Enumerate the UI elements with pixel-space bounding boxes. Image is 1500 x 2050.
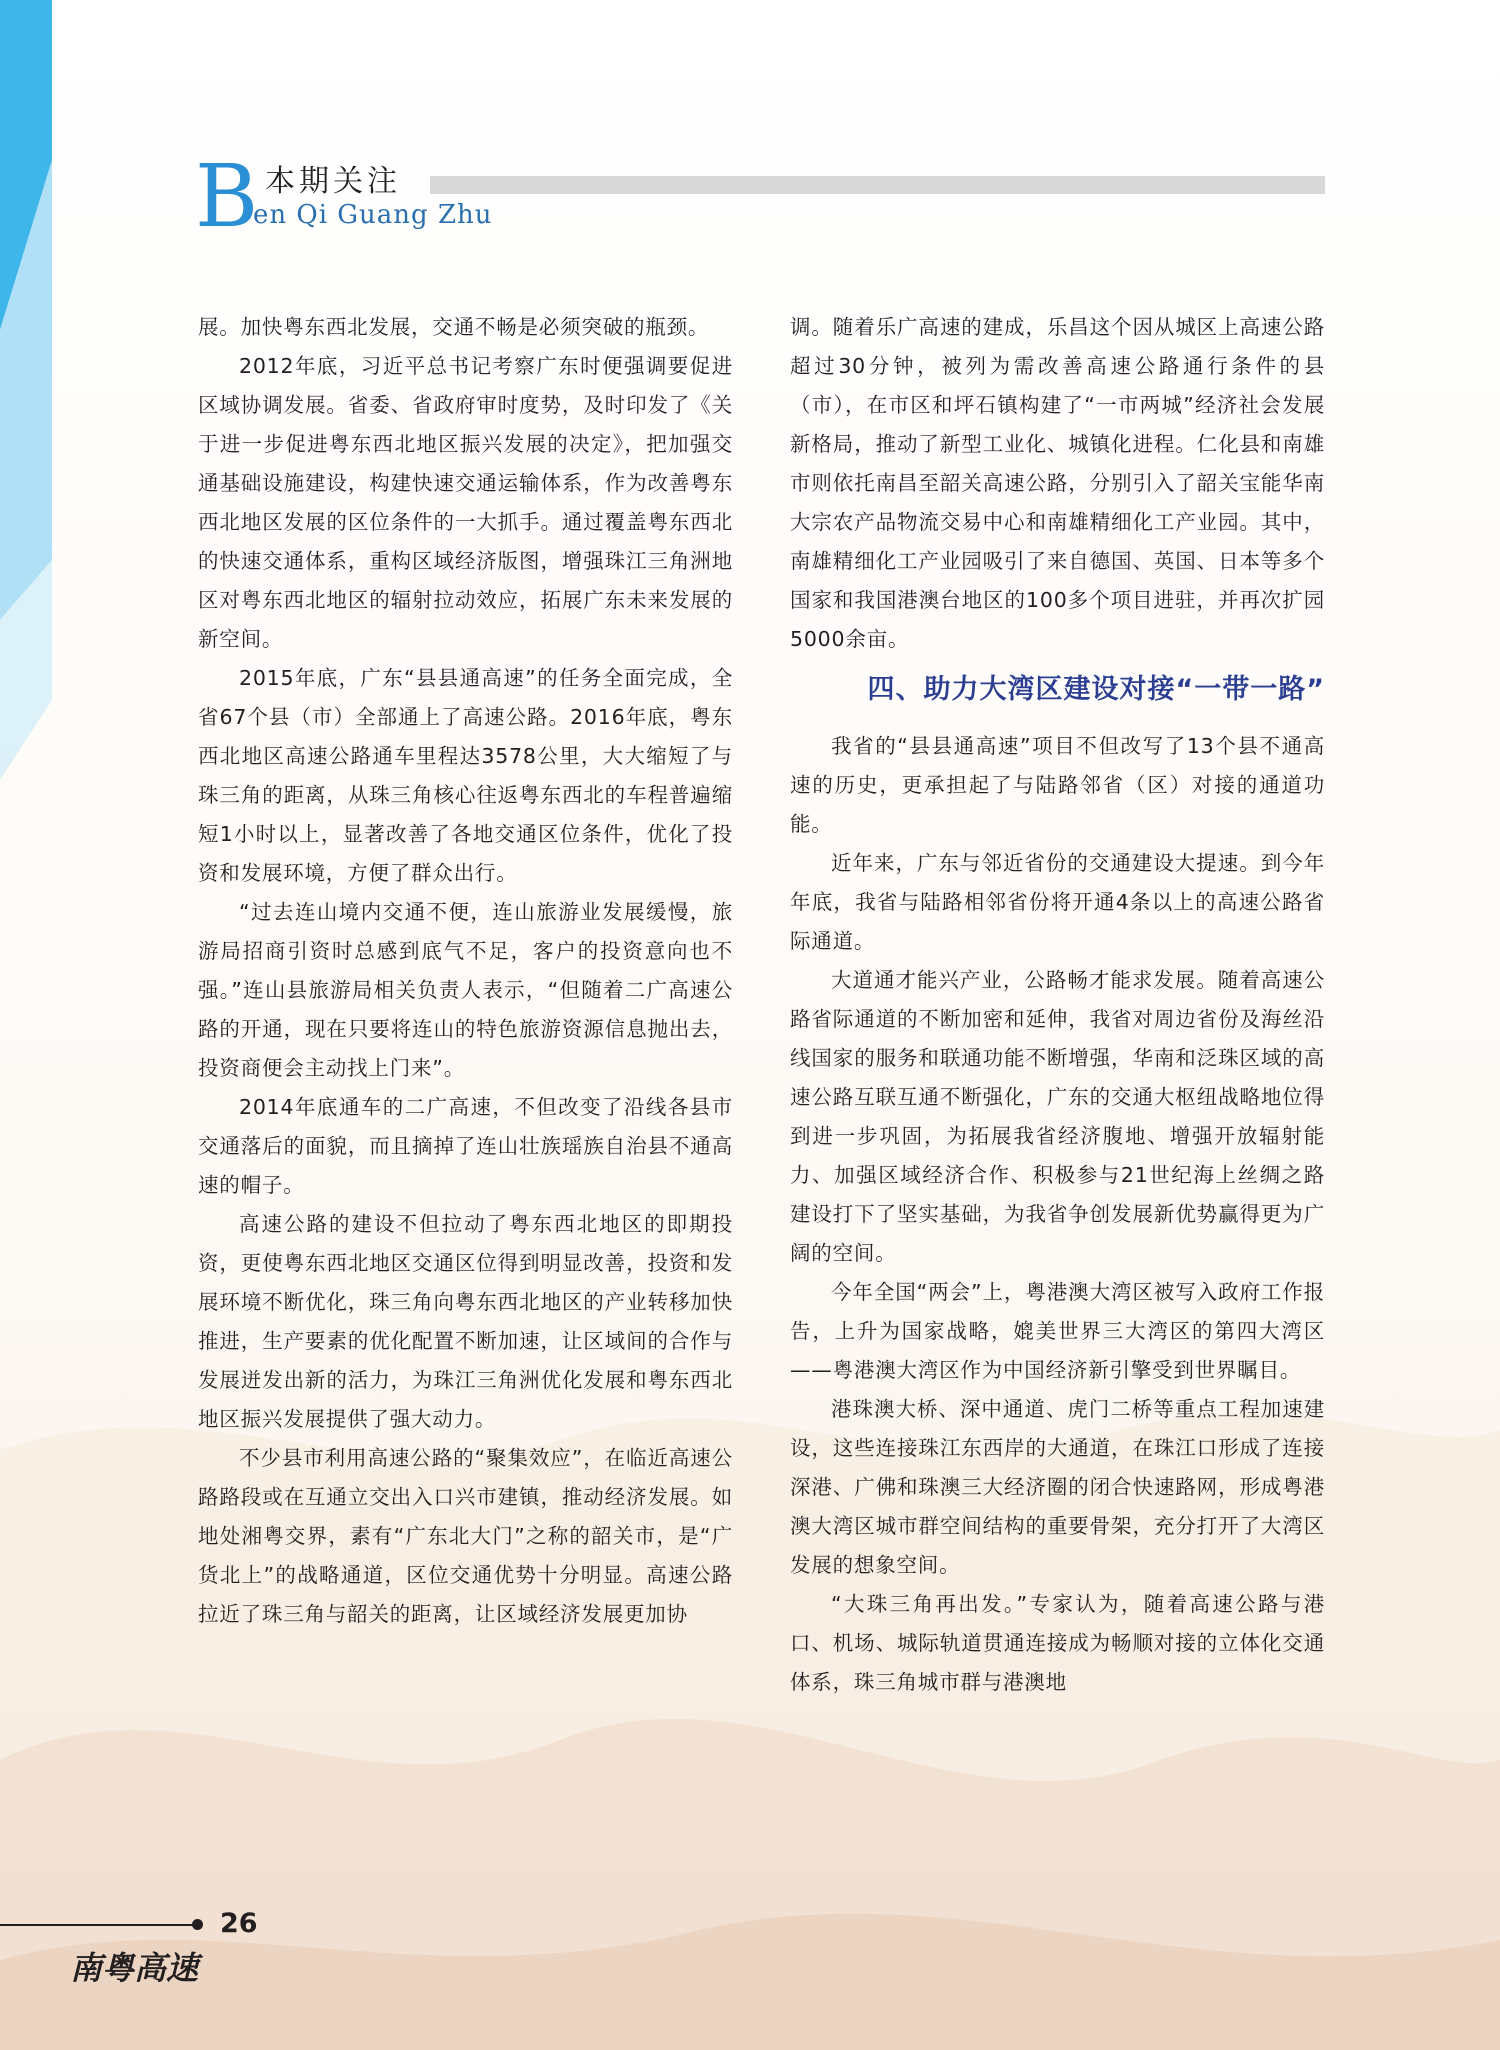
footer-rule — [0, 1924, 195, 1926]
footer-dot — [192, 1919, 203, 1930]
paragraph: 高速公路的建设不但拉动了粤东西北地区的即期投资，更使粤东西北地区交通区位得到明显改善，投资和发展环境不断优化，珠三角向粤东西北地区的产业转移加快推进，生产要素的优化配置不断加速，让区域间的合作与发展迸发出新的活力，为珠江三角洲优化发展和粤东西北地区振兴发展提供了强大动力。 — [198, 1212, 733, 1431]
paragraph: 我省的“县县通高速”项目不但改写了13个县不通高速的历史，更承担起了与陆路邻省（区）对接的通道功能。 — [790, 734, 1325, 836]
header-initial-letter: B — [195, 147, 259, 247]
paragraph: 展。加快粤东西北发展，交通不畅是必须突破的瓶颈。 — [198, 315, 710, 339]
page-number: 26 — [220, 1908, 258, 1939]
paragraph: “大珠三角再出发。”专家认为，随着高速公路与港口、机场、城际轨道贯通连接成为畅顺对接的立体化交通体系，珠三角城市群与港澳地 — [790, 1592, 1325, 1694]
header-title-chinese: 本期关注 — [265, 164, 401, 199]
paragraph: 2014年底通车的二广高速，不但改变了沿线各县市交通落后的面貌，而且摘掉了连山壮族瑶族自治县不通高速的帽子。 — [198, 1095, 733, 1197]
paragraph: 2012年底，习近平总书记考察广东时便强调要促进区域协调发展。省委、省政府审时度势，及时印发了《关于进一步促进粤东西北地区振兴发展的决定》，把加强交通基础设施建设，构建快速交通运输体系，作为改善粤东西北地区发展的区位条件的一大抓手。通过覆盖粤东西北的快速交通体系，重构区域经济版图，增强珠江三角洲地区对粤东西北地区的辐射拉动效应，拓展广东未来发展的新空间。 — [198, 354, 733, 651]
paragraph: 今年全国“两会”上，粤港澳大湾区被写入政府工作报告，上升为国家战略，媲美世界三大湾区的第四大湾区——粤港澳大湾区作为中国经济新引擎受到世界瞩目。 — [790, 1280, 1325, 1382]
left-edge-decoration — [0, 0, 60, 800]
magazine-logo: 南粤高速 — [70, 1949, 199, 1987]
paragraph: 2015年底，广东“县县通高速”的任务全面完成，全省67个县（市）全部通上了高速公路。2016年底，粤东西北地区高速公路通车里程达3578公里，大大缩短了与珠三角的距离，从珠三角核心往返粤东西北的车程普遍缩短1小时以上，显著改善了各地交通区位条件，优化了投资和发展环境，方便了群众出行。 — [198, 666, 733, 885]
paragraph: 调。随着乐广高速的建成，乐昌这个因从城区上高速公路超过30分钟，被列为需改善高速公路通行条件的县（市），在市区和坪石镇构建了“一市两城”经济社会发展新格局，推动了新型工业化、城镇化进程。仁化县和南雄市则依托南昌至韶关高速公路，分别引入了韶关宝能华南大宗农产品物流交易中心和南雄精细化工产业园。其中，南雄精细化工产业园吸引了来自德国、英国、日本等多个国家和我国港澳台地区的100多个项目进驻，并再次扩园5000余亩。 — [790, 315, 1325, 651]
paragraph: 大道通才能兴产业，公路畅才能求发展。随着高速公路省际通道的不断加密和延伸，我省对周边省份及海丝沿线国家的服务和联通功能不断增强，华南和泛珠区域的高速公路互联互通不断强化，广东的交通大枢纽战略地位得到进一步巩固，为拓展我省经济腹地、增强开放辐射能力、加强区域经济合作、积极参与21世纪海上丝绸之路建设打下了坚实基础，为我省争创发展新优势赢得更为广阔的空间。 — [790, 968, 1325, 1265]
header-rule-bar — [430, 176, 1325, 194]
paragraph: 近年来，广东与邻近省份的交通建设大提速。到今年年底，我省与陆路相邻省份将开通4条以上的高速公路省际通道。 — [790, 851, 1325, 953]
paragraph: “过去连山境内交通不便，连山旅游业发展缓慢，旅游局招商引资时总感到底气不足，客户的投资意向也不强。”连山县旅游局相关负责人表示，“但随着二广高速公路的开通，现在只要将连山的特色旅游资源信息抛出去，投资商便会主动找上门来”。 — [198, 900, 733, 1080]
left-text-column — [198, 308, 733, 1634]
header-title-pinyin: en Qi Guang Zhu — [253, 200, 493, 230]
paragraph: 港珠澳大桥、深中通道、虎门二桥等重点工程加速建设，这些连接珠江东西岸的大通道，在珠江口形成了连接深港、广佛和珠澳三大经济圈的闭合快速路网，形成粤港澳大湾区城市群空间结构的重要骨架，充分打开了大湾区发展的想象空间。 — [790, 1397, 1325, 1577]
paragraph: 不少县市利用高速公路的“聚集效应”，在临近高速公路路段或在互通立交出入口兴市建镇，推动经济发展。如地处湘粤交界，素有“广东北大门”之称的韶关市，是“广货北上”的战略通道，区位交通优势十分明显。高速公路拉近了珠三角与韶关的距离，让区域经济发展更加协 — [198, 1446, 733, 1626]
right-text-column — [790, 308, 1325, 1702]
section-heading: 四、助力大湾区建设对接“一带一路” — [867, 674, 1325, 705]
column-header — [195, 147, 1325, 247]
